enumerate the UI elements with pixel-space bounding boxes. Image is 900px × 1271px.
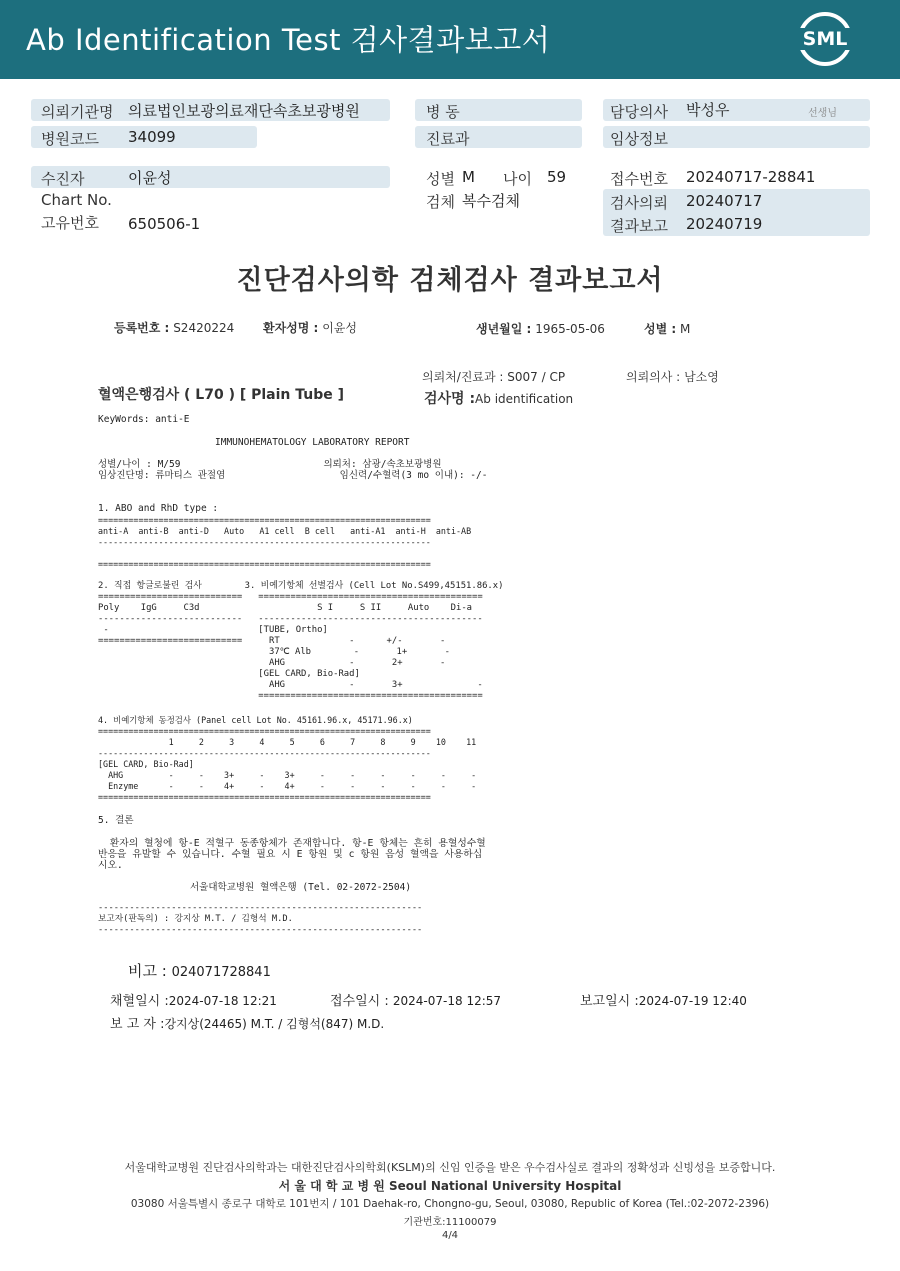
lab-heading: IMMUNOHEMATOLOGY LABORATORY REPORT — [215, 437, 410, 448]
patient-row-bg — [31, 166, 390, 188]
patient-name — [263, 319, 357, 336]
test-request-label: 검사의뢰 — [610, 194, 668, 212]
referral-label: 의뢰처/진료과 : — [422, 370, 504, 384]
collect-time — [110, 990, 277, 1009]
patient-value: 이윤성 — [128, 169, 172, 187]
final-reporter-label: 보 고 자 : — [110, 1017, 165, 1032]
final-reporter — [110, 1013, 384, 1032]
department-label: 진료과 — [426, 130, 470, 148]
chart-no-label: Chart No. — [41, 191, 112, 209]
referring-doctor-label: 의뢰의사 : — [626, 370, 681, 384]
report-sex — [644, 320, 690, 337]
report-time — [580, 990, 747, 1009]
sml-logo-icon — [798, 12, 852, 66]
section1-title: 1. ABO and RhD type : — [98, 503, 219, 514]
unique-no-label: 고유번호 — [41, 214, 99, 232]
ward-label: 병 동 — [426, 103, 460, 121]
report-label: 보고일시 : — [580, 994, 639, 1009]
page-number: 4/4 — [441, 1230, 459, 1241]
receive-value: 2024-07-18 12:57 — [392, 994, 502, 1008]
sex-label: 성별 — [426, 170, 455, 188]
patient-label: 수진자 — [41, 170, 85, 188]
hospital-address: 03080 서울특별시 종로구 대학로 101번지 / 101 Daehak-ro, Chongno-gu, Seoul, 03080, Republic of Korea (Tel.:02-2072-2396) — [130, 1198, 770, 1210]
agency-number: 기관번호:11100079 — [403, 1217, 497, 1228]
exam-name — [424, 388, 573, 408]
exam-category: 혈액은행검사 ( L70 ) [ Plain Tube ] — [98, 387, 345, 403]
hospital-code-label: 병원코드 — [41, 130, 99, 148]
dob-label: 생년월일 : — [476, 322, 532, 336]
logo-text: SML — [798, 28, 852, 50]
report-title: Ab Identification Test 검사결과보고서 — [26, 23, 551, 57]
referral — [422, 368, 565, 385]
age-label: 나이 — [503, 170, 532, 188]
unique-no-value: 650506-1 — [128, 215, 201, 233]
sex-value: M — [462, 168, 475, 186]
receive-time — [330, 990, 501, 1009]
result-report-value: 20240719 — [686, 215, 763, 233]
specimen-label: 검체 — [426, 193, 455, 211]
section2-3-tables: 2. 직접 항글로불린 검사 3. 비예기항체 선별검사 (Cell Lot No.S499,45151.86.x) =========================== ========================================== Poly IgG C3d S I S II Auto Di-a --------------------------- ------------------------------------------ - [TUBE, Ortho] =========================== RT - +/- - 37℃ Alb - 1+ - AHG - 2+ - [GEL CARD, Bio-Rad] AHG - 3+ - ========================================== — [98, 581, 504, 701]
doctor-suffix: 선생님 — [808, 108, 837, 119]
test-request-value: 20240717 — [686, 192, 763, 210]
keywords: KeyWords: anti-E — [98, 414, 190, 425]
lab-reporter-block: -------------------------------------------------------------- 보고자(판독의) : 강지상 M.T. / 김형석 M.D. -------------------------------------------------------------- — [98, 903, 423, 935]
remark-value: 024071728841 — [171, 965, 271, 980]
exam-name-label: 검사명 : — [424, 391, 476, 407]
dob-value: 1965-05-06 — [535, 322, 605, 336]
result-report-label: 결과보고 — [610, 217, 668, 235]
patient-name-value: 이윤성 — [322, 321, 357, 335]
certification-text: 서울대학교병원 진단검사의학과는 대한진단검사의학회(KSLM)의 신임 인증을 받은 우수검사실로 결과의 정확성과 신빙성을 보증합니다. — [124, 1161, 776, 1174]
header-bar — [0, 0, 900, 79]
remark-label: 비고 : — [128, 962, 167, 980]
report-sex-value: M — [680, 322, 691, 336]
collect-value: 2024-07-18 12:21 — [168, 994, 277, 1008]
reg-no-label: 등록번호 : — [114, 321, 170, 335]
referral-value: S007 / CP — [507, 370, 566, 384]
lab-patient-lines: 성별/나이 : M/59 의뢰처: 삼광/속초보광병원 임상진단명: 류마티스 관절염 임신력/수혈력(3 mo 이내): -/- — [98, 459, 488, 481]
hospital-name: 서 울 대 학 교 병 원 Seoul National University Hospital — [278, 1179, 622, 1193]
referring-doctor-value: 남소영 — [684, 370, 719, 384]
referring-doctor — [626, 368, 719, 385]
section5-conclusion: 환자의 혈청에 항-E 적혈구 동종항체가 존재합니다. 항-E 항체는 흔히 용혈성수혈 반응을 유발할 수 있습니다. 수혈 필요 시 E 항원 및 c 항원 음성 혈액을 사용하십 시오. — [98, 838, 486, 871]
institution-label: 의뢰기관명 — [41, 103, 114, 121]
document-title: 진단검사의학 검체검사 결과보고서 — [236, 265, 664, 296]
reg-no-value: S2420224 — [173, 321, 235, 335]
patient-name-label: 환자성명 : — [263, 321, 319, 335]
receive-label: 접수일시 : — [330, 994, 389, 1009]
exam-name-value: Ab identification — [475, 392, 574, 406]
specimen-value: 복수검체 — [462, 192, 520, 210]
dob — [476, 320, 605, 337]
receipt-no-value: 20240717-28841 — [686, 168, 816, 186]
section4-panel: 4. 비예기항체 동정검사 (Panel cell Lot No. 45161.96.x, 45171.96.x) ================================================================== 1 2 3 4 5 6 7 8 9 10 11 ------------------------------------------------------------------ [GEL CARD, Bio-Rad] AHG - - 3+ - 3+ - - - - - - Enzyme - - 4+ - 4+ - - - - - - ================================================================== — [98, 715, 477, 802]
remark — [128, 960, 271, 981]
blood-bank: 서울대학교병원 혈액은행 (Tel. 02-2072-2504) — [190, 882, 412, 893]
receipt-no-label: 접수번호 — [610, 170, 668, 188]
report-value: 2024-07-19 12:40 — [638, 994, 747, 1008]
hospital-code-value: 34099 — [128, 128, 176, 146]
doctor-label: 담당의사 — [610, 103, 668, 121]
section1-table: ================================================================== anti-A anti-B anti-D Auto A1 cell B cell anti-A1 anti-H anti-AB ------------------------------------------------------------------ ================================================================== — [98, 515, 472, 569]
final-reporter-value: 강지상(24465) M.T. / 김형석(847) M.D. — [164, 1017, 385, 1031]
clinical-info-label: 임상정보 — [610, 130, 668, 148]
institution-value: 의료법인보광의료재단속초보광병원 — [128, 102, 360, 120]
report-sex-label: 성별 : — [644, 322, 677, 336]
doctor-value: 박성우 — [686, 101, 730, 119]
section5-title: 5. 결론 — [98, 815, 134, 826]
collect-label: 채혈일시 : — [110, 994, 169, 1009]
reg-no — [114, 319, 234, 336]
age-value: 59 — [547, 168, 567, 186]
